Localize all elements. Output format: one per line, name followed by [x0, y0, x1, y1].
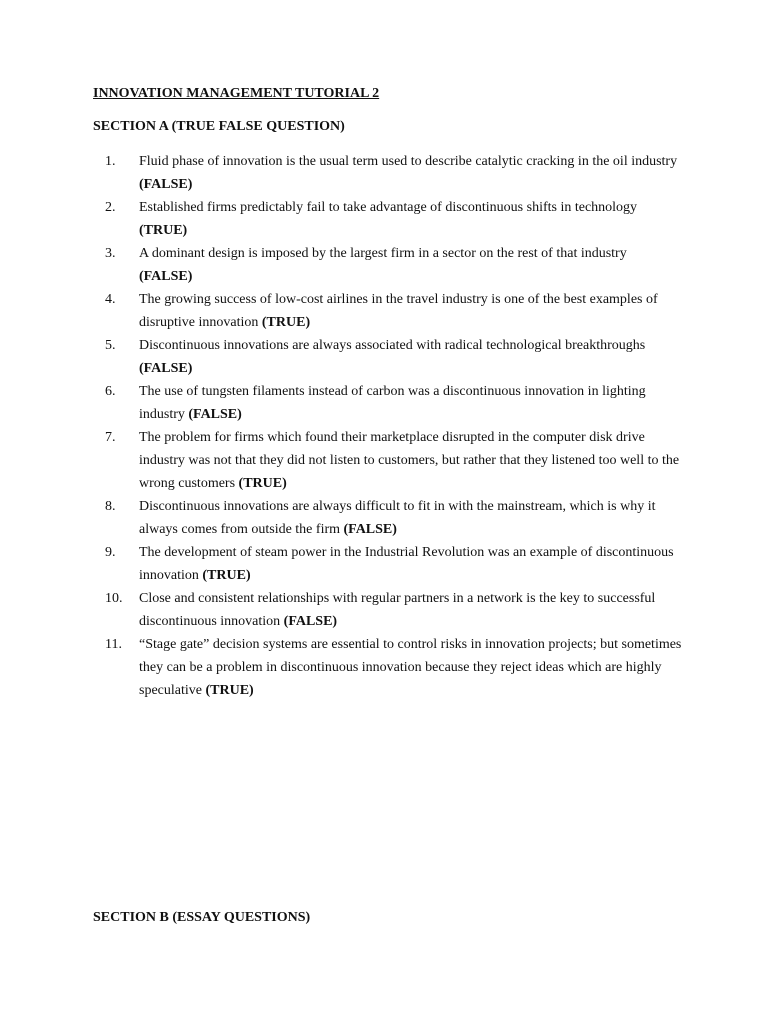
question-number: 4.: [105, 292, 116, 307]
question-answer: (FALSE): [139, 177, 193, 192]
question-answer: (TRUE): [205, 683, 254, 698]
question-text: Discontinuous innovations are always difficult to fit in with the mainstream, which is why it always comes from outside the firm: [139, 499, 656, 537]
question-text: “Stage gate” decision systems are essential to control risks in innovation projects; but sometimes they can be a problem in discontinuous innovation because they reject ideas which are highly speculative: [139, 637, 682, 698]
question-item: [93, 495, 683, 541]
question-answer: (FALSE): [188, 407, 242, 422]
question-answer: (TRUE): [139, 223, 188, 238]
question-number: 11.: [105, 637, 122, 652]
question-item: [93, 380, 683, 426]
section-b-heading: SECTION B (ESSAY QUESTIONS): [93, 910, 311, 925]
question-number: 2.: [105, 200, 116, 215]
question-number: 10.: [105, 591, 123, 606]
true-false-question-list: [93, 150, 683, 702]
section-a-heading: SECTION A (TRUE FALSE QUESTION): [93, 119, 345, 134]
question-text: Fluid phase of innovation is the usual term used to describe catalytic cracking in the oil industry: [139, 154, 678, 169]
question-text: A dominant design is imposed by the largest firm in a sector on the rest of that industry: [139, 246, 627, 261]
question-text: Established firms predictably fail to take advantage of discontinuous shifts in technology: [139, 200, 638, 215]
question-answer: (TRUE): [261, 315, 311, 330]
question-number: 5.: [105, 338, 116, 353]
question-item: [93, 541, 683, 587]
question-item: [93, 426, 683, 495]
question-answer: (FALSE): [343, 522, 397, 537]
question-item: [93, 587, 683, 633]
question-text: The development of steam power in the Industrial Revolution was an example of discontinuous innovation: [139, 545, 674, 583]
question-item: [93, 196, 683, 242]
question-text: The problem for firms which found their marketplace disrupted in the computer disk drive industry was not that they did not listen to customers, but rather that they listened too well to the wrong customers: [139, 430, 680, 491]
question-item: [93, 150, 683, 196]
question-number: 3.: [105, 246, 116, 261]
question-number: 8.: [105, 499, 116, 514]
question-answer: (TRUE): [202, 568, 251, 583]
question-number: 6.: [105, 384, 116, 399]
question-text: The use of tungsten filaments instead of carbon was a discontinuous innovation in lighting industry: [139, 384, 646, 422]
question-text: The growing success of low-cost airlines in the travel industry is one of the best examples of disruptive innovation: [139, 292, 658, 330]
question-text: Close and consistent relationships with regular partners in a network is the key to successful discontinuous innovation: [139, 591, 656, 629]
question-number: 9.: [105, 545, 116, 560]
question-item: [93, 334, 683, 380]
question-item: [93, 242, 683, 288]
question-answer: (TRUE): [238, 476, 287, 491]
question-number: 7.: [105, 430, 116, 445]
question-answer: (FALSE): [139, 361, 193, 376]
question-item: [93, 633, 683, 702]
question-answer: (FALSE): [139, 269, 193, 284]
question-number: 1.: [105, 154, 116, 169]
question-text: Discontinuous innovations are always associated with radical technological breakthroughs: [139, 338, 646, 353]
document-title: INNOVATION MANAGEMENT TUTORIAL 2: [93, 86, 380, 101]
question-item: [93, 288, 683, 334]
question-answer: (FALSE): [283, 614, 338, 629]
